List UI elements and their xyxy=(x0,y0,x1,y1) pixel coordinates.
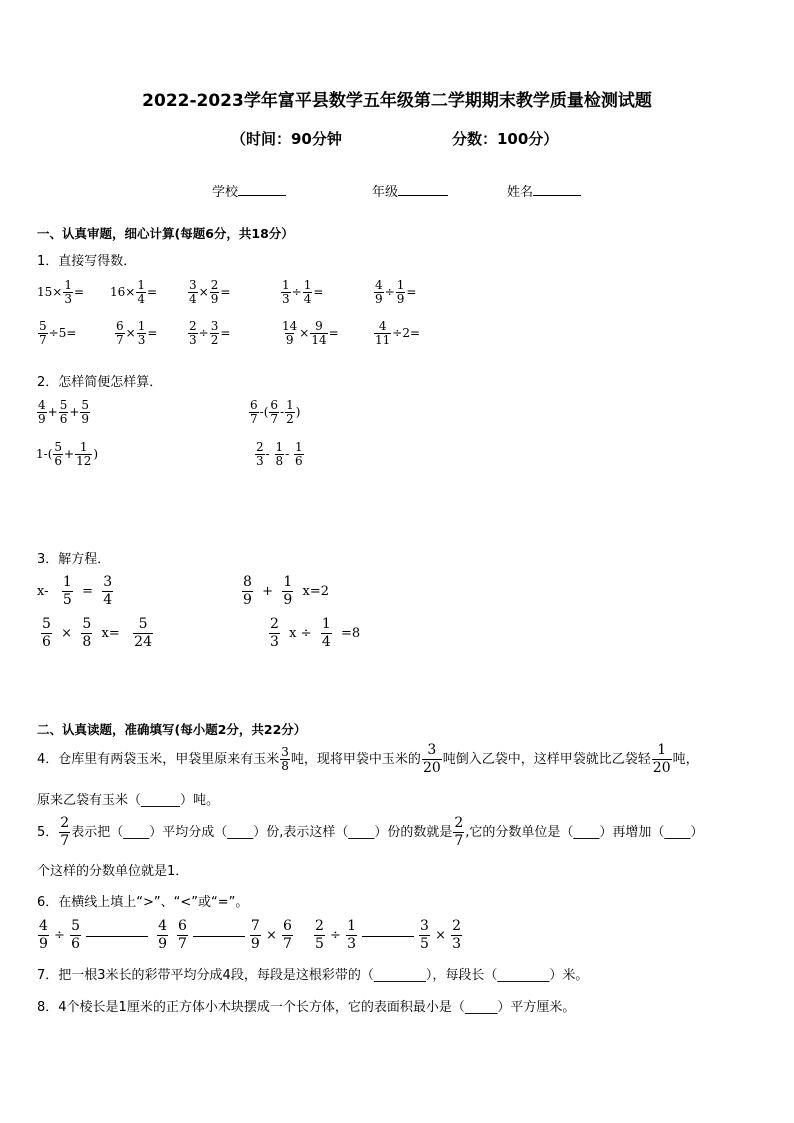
name-label: 姓名 xyxy=(507,185,534,200)
q4-part: 吨，现将甲袋中玉米的 xyxy=(290,752,421,767)
q6-answer-line[interactable] xyxy=(362,935,414,937)
name-blank[interactable] xyxy=(533,183,581,196)
q1-item: $\frac{6}{7}$ × $\frac{1}{3}$ = xyxy=(116,319,158,347)
q3-text: 3．解方程． xyxy=(37,552,111,567)
school-blank[interactable] xyxy=(238,183,286,196)
q1-item: $\frac{4}{11}$ ÷2= xyxy=(375,319,421,347)
q2-text: 2．怎样简便怎样算． xyxy=(37,375,163,390)
q3-equation: $\frac{8}{9}$ + $\frac{1}{9}$ x=2 xyxy=(243,574,330,608)
exam-score: 分数：100分） xyxy=(452,130,559,148)
exam-time: （时间：90分钟 xyxy=(231,130,342,148)
q1-item: 16× $\frac{1}{4}$ = xyxy=(110,278,158,306)
q5-part: 表示把（____）平均分成（____）份,表示这样（____）份的数就是 xyxy=(71,825,453,840)
q6-answer-line[interactable] xyxy=(193,935,245,937)
q1-item: $\frac{1}{3}$ ÷ $\frac{1}{4}$ = xyxy=(282,278,324,306)
name-field[interactable] xyxy=(507,181,581,200)
grade-field[interactable] xyxy=(372,181,448,200)
q4-part: 4．仓库里有两袋玉米，甲袋里原来有玉米 xyxy=(37,752,280,767)
grade-blank[interactable] xyxy=(398,183,448,196)
q1-item: $\frac{3}{4}$ × $\frac{2}{9}$ = xyxy=(189,278,231,306)
q6-text: 6．在横线上填上“>”、“<”或“=”。 xyxy=(37,895,249,910)
q6-compare: $\frac{4}{9}$ ÷ $\frac{5}{6}$ $\frac{4}{9}$ xyxy=(39,918,168,952)
q4-line1: 4．仓库里有两袋玉米，甲袋里原来有玉米 $\frac{3}{8}$ 吨，现将甲袋中玉米的 $\frac{3}{20}$ 吨倒入乙袋中，这样甲袋就比乙袋轻 $\frac{1}{20}$ 吨， xyxy=(37,742,699,776)
q4-part: 吨倒入乙袋中，这样甲袋就比乙袋轻 xyxy=(442,752,651,767)
school-field[interactable] xyxy=(212,181,286,200)
section2-title: 二、认真读题，准确填写(每小题2分，共22分） xyxy=(37,722,307,737)
q2-item: $\frac{6}{7}$ -( $\frac{6}{7}$ - $\frac{1}{2}$ ) xyxy=(250,398,301,426)
q7-text: 7．把一根3米长的彩带平均分成4段，每段是这根彩带的（________），每段长（________）米。 xyxy=(37,968,589,983)
q5-part: ,它的分数单位是（____）再增加（____） xyxy=(465,825,704,840)
q4-part: 吨， xyxy=(672,752,699,767)
exam-title: 2022-2023学年富平县数学五年级第二学期期末教学质量检测试题 xyxy=(142,91,652,111)
q1-item: $\frac{14}{9}$ × $\frac{9}{14}$ = xyxy=(282,319,339,347)
school-label: 学校 xyxy=(212,185,239,200)
q1-text: 1．直接写得数． xyxy=(37,254,137,269)
q5-part: 5． xyxy=(37,825,59,840)
q1-item: $\frac{4}{9}$ ÷ $\frac{1}{9}$ = xyxy=(375,278,417,306)
q6-compare: $\frac{6}{7}$ $\frac{7}{9}$ × $\frac{6}{7}$ xyxy=(178,918,292,952)
q2-item: 1-( $\frac{5}{6}$ + $\frac{1}{12}$ ) xyxy=(36,440,99,468)
q3-equation: x- $\frac{1}{5}$ = $\frac{3}{4}$ xyxy=(37,574,113,608)
q1-item: $\frac{2}{3}$ ÷ $\frac{3}{2}$ = xyxy=(189,319,231,347)
q3-equation: $\frac{2}{3}$ x ÷ $\frac{1}{4}$ =8 xyxy=(270,616,361,650)
q2-item: $\frac{2}{3}$ - $\frac{1}{8}$ - $\frac{1}{6}$ xyxy=(256,440,303,468)
q4-line2: 原来乙袋有玉米（______）吨。 xyxy=(37,793,220,808)
section1-title: 一、认真审题，细心计算(每题6分，共18分） xyxy=(37,226,294,241)
q1-item: $\frac{5}{7}$ ÷5= xyxy=(39,319,77,347)
q6-answer-line[interactable] xyxy=(86,935,148,937)
q2-item: $\frac{4}{9}$ + $\frac{5}{6}$ + $\frac{5}{9}$ xyxy=(38,398,90,426)
q8-text: 8．4个棱长是1厘米的正方体小木块摆成一个长方体，它的表面积最小是（_____）平方厘米。 xyxy=(37,1000,576,1015)
grade-label: 年级 xyxy=(372,185,399,200)
q3-equation: $\frac{5}{6}$ × $\frac{5}{8}$ x= $\frac{5}{24}$ xyxy=(42,616,152,650)
q5-line2: 个这样的分数单位就是1． xyxy=(37,864,189,879)
q6-compare: $\frac{2}{5}$ ÷ $\frac{1}{3}$ $\frac{3}{5}$ × $\frac{2}{3}$ xyxy=(315,918,462,952)
q1-item: 15× $\frac{1}{3}$ = xyxy=(37,278,85,306)
q5-line1: 5． $\frac{2}{7}$ 表示把（____）平均分成（____）份,表示这样（____）份的数就是 $\frac{2}{7}$ ,它的分数单位是（____）再增加（____） xyxy=(37,815,704,849)
